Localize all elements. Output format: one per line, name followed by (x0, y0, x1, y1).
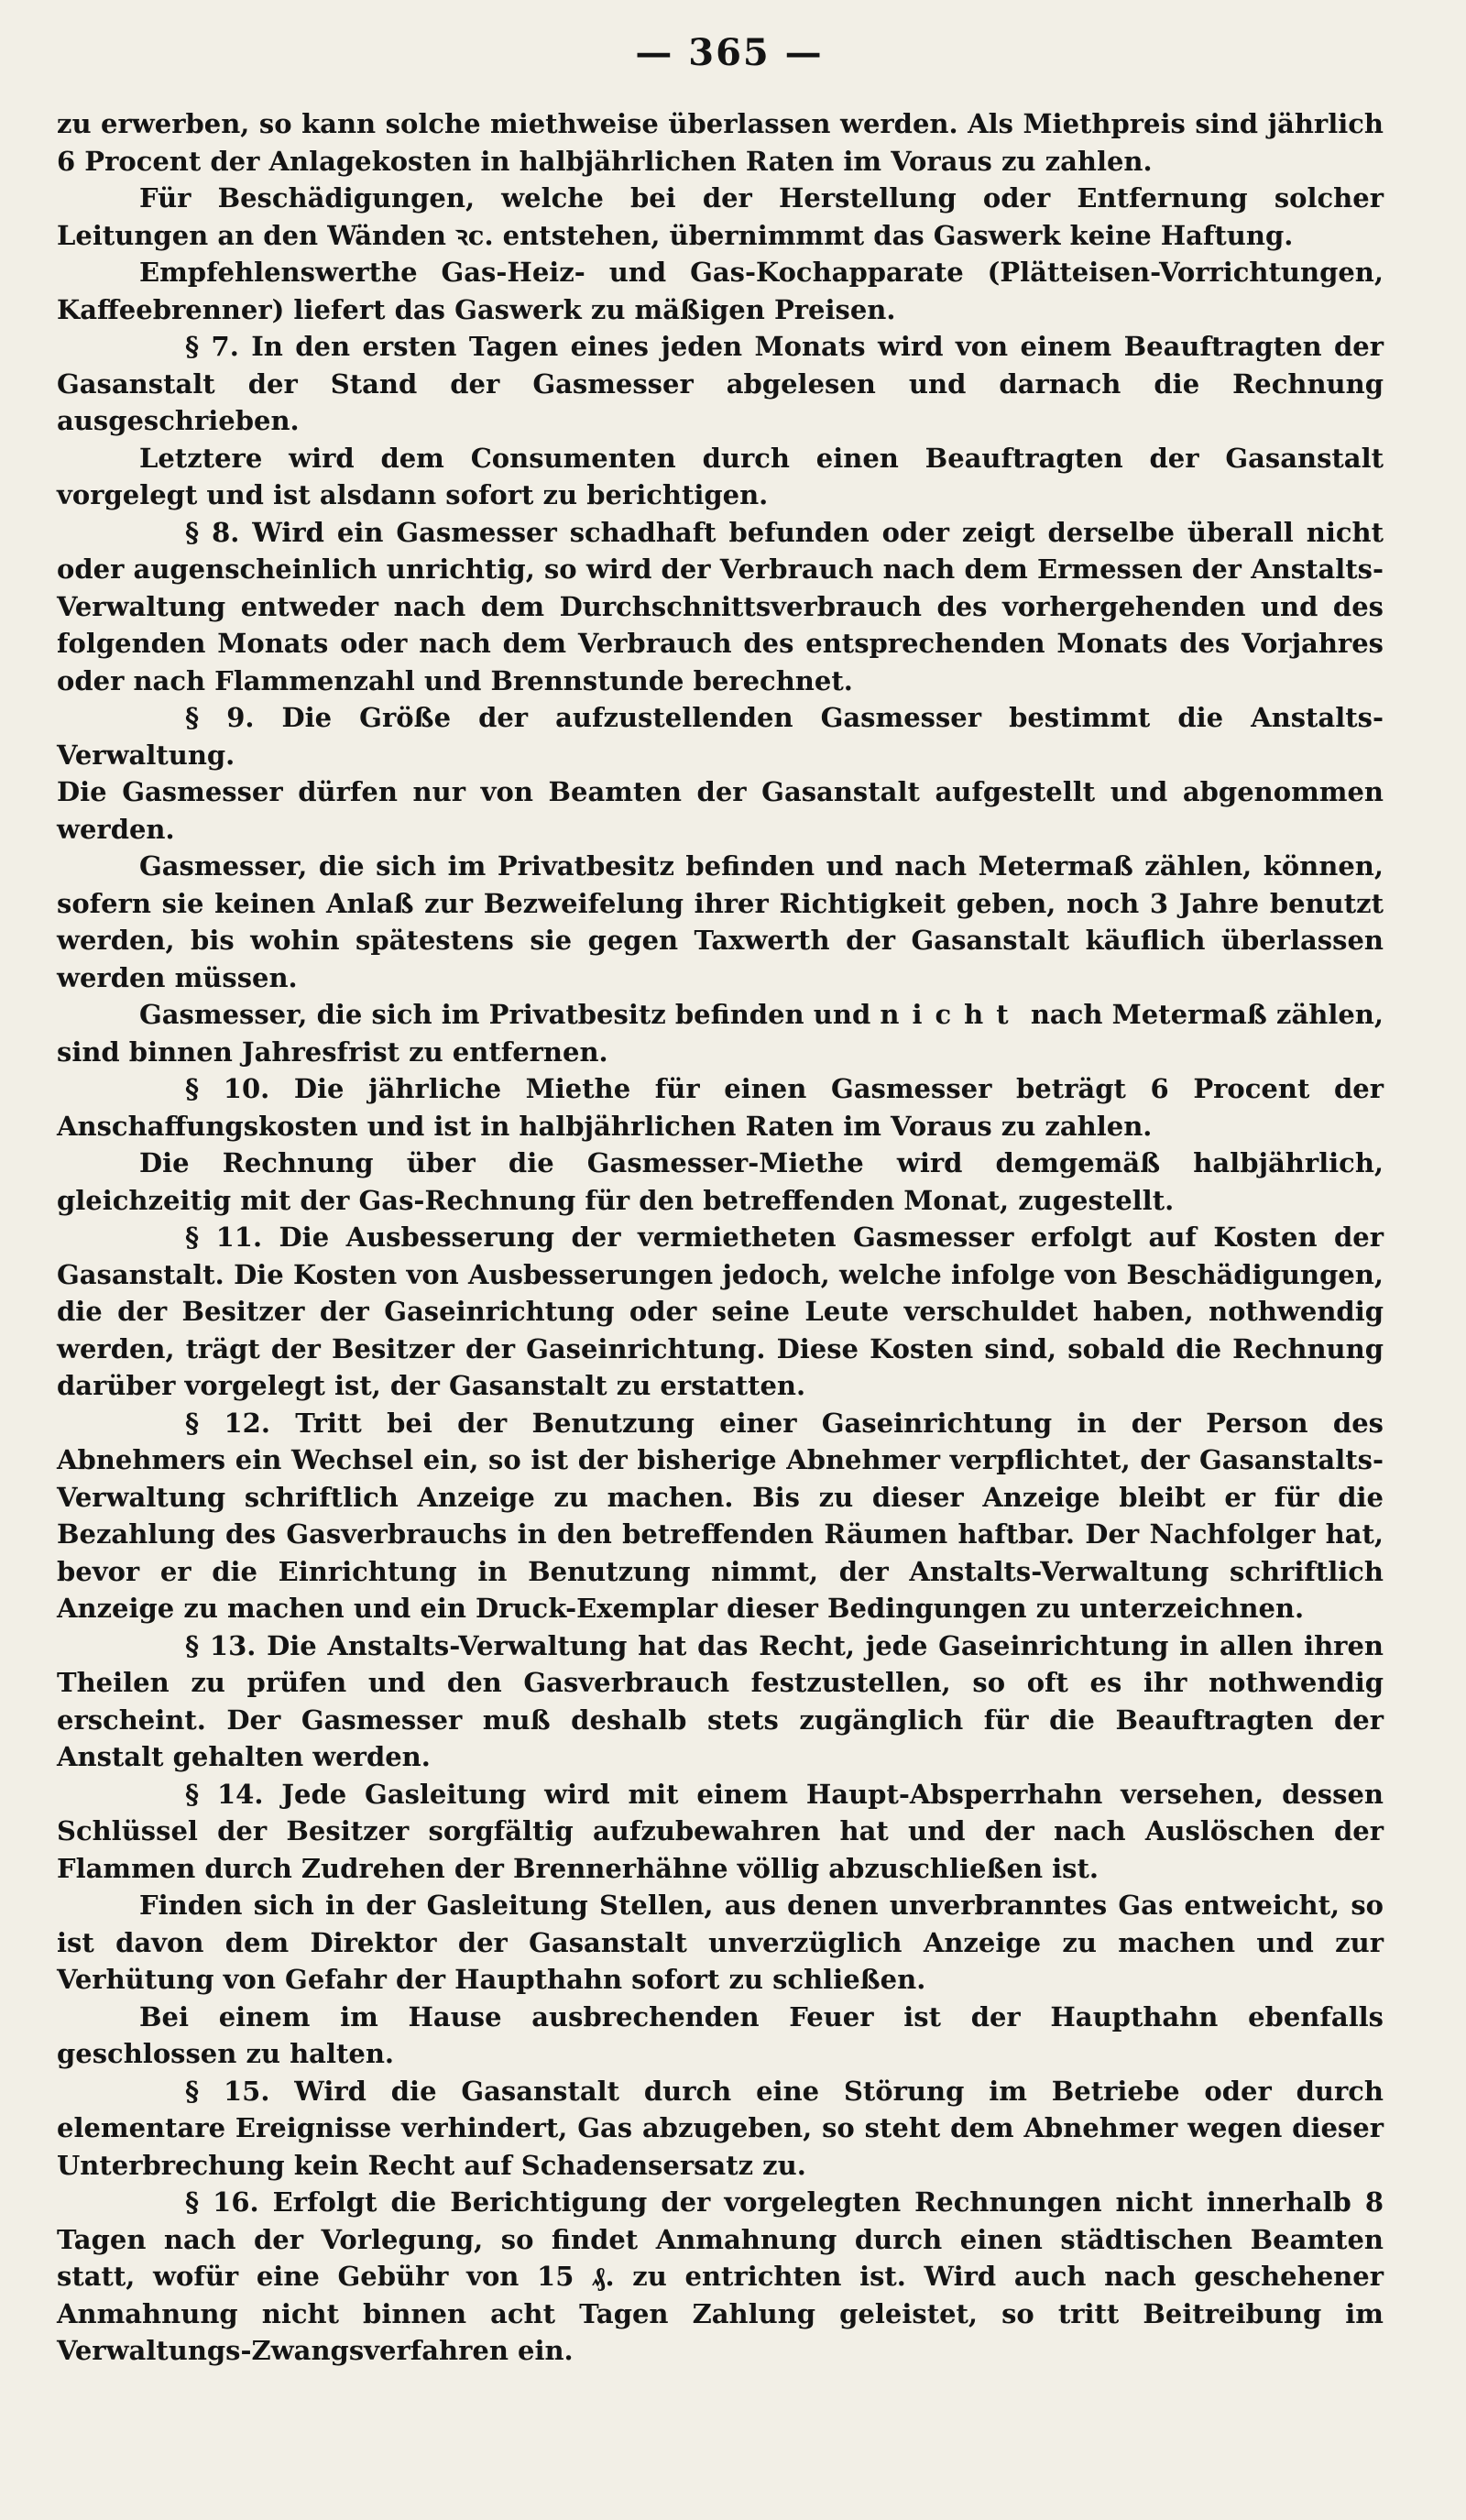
paragraph-private-meters: Gasmesser, die sich im Privatbesitz befinden und nach Metermaß zählen, können, sofern sie keinen Anlaß zur Bezweifelung ihrer Richtigkeit geben, noch 3 Jahre benutzt werden, bis wohin spätestens sie gegen Taxwerth der Gasanstalt käuflich überlassen werden müssen. (57, 850, 1384, 993)
section-14: § 14. Jede Gasleitung wird mit einem Haupt-Absperrhahn versehen, dessen Schlüssel der Besitzer sorgfältig aufzubewahren hat und der nach Auslöschen der Flammen durch Zudrehen der Brennerhähne völlig abzuschließen ist. (57, 1778, 1384, 1884)
section-13: § 13. Die Anstalts-Verwaltung hat das Recht, jede Gaseinrichtung in allen ihren Theilen zu prüfen und den Gasverbrauch festzustellen, so oft es ihr nothwendig erscheint. Der Gasmesser muß deshalb stets zugänglich für die Beauftragten der Anstalt gehalten werden. (57, 1629, 1384, 1772)
body-text (57, 105, 1384, 2370)
paragraph-continuation: zu erwerben, so kann solche miethweise überlassen werden. Als Miethpreis sind jährlich 6 Procent der Anlagekosten in halbjährlichen Raten im Voraus zu zahlen. (57, 108, 1384, 177)
paragraph-liability: Für Beschädigungen, welche bei der Herstellung oder Entfernung solcher Leitungen an den Wänden ꝛc. entstehen, übernimmmt das Gaswerk keine Haftung. (57, 182, 1384, 251)
paragraph-text-after: nach Metermaß zählen, sind binnen Jahresfrist zu entfernen. (57, 999, 1384, 1068)
section-11: § 11. Die Ausbesserung der vermietheten Gasmesser erfolgt auf Kosten der Gasanstalt. Die Kosten von Ausbesserungen jedoch, welche infolge von Beschädigungen, die der Besitzer der Gaseinrichtung oder seine Leute verschuldet haben, nothwendig werden, trägt der Besitzer der Gaseinrichtung. Diese Kosten sind, sobald die Rechnung darüber vorgelegt ist, der Gasanstalt zu erstatten. (57, 1222, 1384, 1401)
section-8: § 8. Wird ein Gasmesser schadhaft befunden oder zeigt derselbe überall nicht oder augenscheinlich unrichtig, so wird der Verbrauch nach dem Ermessen der Anstalts-Verwaltung entweder nach dem Durchschnittsverbrauch des vorhergehenden und des folgenden Monats oder nach dem Verbrauch des entsprechenden Monats des Vorjahres oder nach Flammenzahl und Brennstunde berechnet. (57, 516, 1384, 696)
emphasis-nicht: nicht (880, 999, 1022, 1030)
section-12: § 12. Tritt bei der Benutzung einer Gaseinrichtung in der Person des Abnehmers ein Wechsel ein, so ist der bisherige Abnehmer verpflichtet, der Gasanstalts-Verwaltung schriftlich Anzeige zu machen. Bis zu dieser Anzeige bleibt er für die Bezahlung des Gasverbrauchs in den betreffenden Räumen haftbar. Der Nachfolger hat, bevor er die Einrichtung in Benutzung nimmt, der Anstalts-Verwaltung schriftlich Anzeige zu machen und ein Druck-Exemplar dieser Bedingungen zu unterzeichnen. (57, 1407, 1384, 1624)
paragraph-text-before: Gasmesser, die sich im Privatbesitz befinden und (139, 999, 881, 1030)
section-10: § 10. Die jährliche Miethe für einen Gasmesser beträgt 6 Procent der Anschaffungskosten und ist in halbjährlichen Raten im Voraus zu zahlen. (57, 1073, 1384, 1142)
section-15: § 15. Wird die Gasanstalt durch eine Störung im Betriebe oder durch elementare Ereignisse verhindert, Gas abzugeben, so steht dem Abnehmer wegen dieser Unterbrechung kein Recht auf Schadensersatz zu. (57, 2075, 1384, 2181)
paragraph-fire: Bei einem im Hause ausbrechenden Feuer ist der Haupthahn ebenfalls geschlossen zu halten. (57, 2000, 1384, 2069)
section-9: § 9. Die Größe der aufzustellenden Gasmesser bestimmt die Anstalts-Verwaltung. (57, 702, 1384, 771)
paragraph-meter-rent-invoice: Die Rechnung über die Gasmesser-Miethe wird demgemäß halbjährlich, gleichzeitig mit der Gas-Rechnung für den betreffenden Monat, zugestellt. (57, 1147, 1384, 1216)
section-16: § 16. Erfolgt die Berichtigung der vorgelegten Rechnungen nicht innerhalb 8 Tagen nach der Vorlegung, so findet Anmahnung durch einen städtischen Beamten statt, wofür eine Gebühr von 15 ₰. zu entrichten ist. Wird auch nach geschehener Anmahnung nicht binnen acht Tagen Zahlung geleistet, so tritt Beitreibung im Verwaltungs-Zwangsverfahren ein. (57, 2186, 1384, 2366)
paragraph-appliances: Empfehlenswerthe Gas-Heiz- und Gas-Kochapparate (Plätteisen-Vorrichtungen, Kaffeebrenner) liefert das Gaswerk zu mäßigen Preisen. (57, 257, 1384, 325)
paragraph-meter-installation: Die Gasmesser dürfen nur von Beamten der Gasanstalt aufgestellt und abgenommen werden. (57, 776, 1384, 845)
section-7: § 7. In den ersten Tagen eines jeden Monats wird von einem Beauftragten der Gasanstalt der Stand der Gasmesser abgelesen und darnach die Rechnung ausgeschrieben. (57, 331, 1384, 436)
paragraph-gas-leak: Finden sich in der Gasleitung Stellen, aus denen unverbranntes Gas entweicht, so ist davon dem Direktor der Gasanstalt unverzüglich Anzeige zu machen und zur Verhütung von Gefahr der Haupthahn sofort zu schließen. (57, 1890, 1384, 1995)
paragraph-private-meters-removal (57, 996, 1384, 1070)
page-number: — 365 — (635, 31, 824, 74)
paragraph-billing: Letztere wird dem Consumenten durch einen Beauftragten der Gasanstalt vorgelegt und ist alsdann sofort zu berichtigen. (57, 442, 1384, 510)
